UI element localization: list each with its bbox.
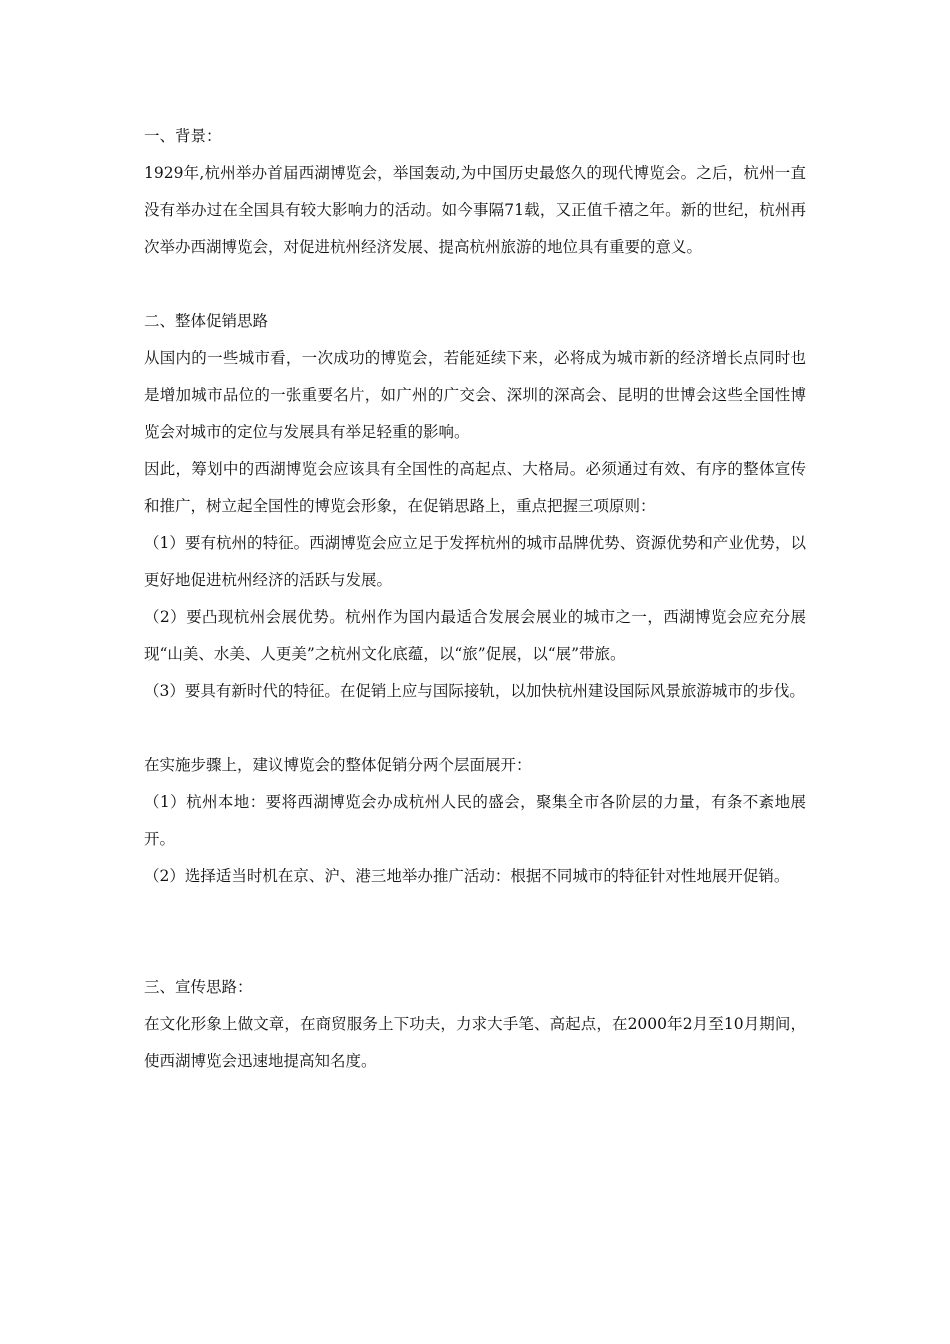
paragraph: 在实施步骤上，建议博览会的整体促销分两个层面展开： [144, 756, 532, 774]
section-background [144, 118, 806, 266]
list-item: （1）杭州本地：要将西湖博览会办成杭州人民的盛会，聚集全市各阶层的力量，有条不紊地展开。 [144, 793, 806, 848]
list-item: （3）要具有新时代的特征。在促销上应与国际接轨，以加快杭州建设国际风景旅游城市的步伐。 [144, 682, 805, 700]
paragraph: 从国内的一些城市看，一次成功的博览会，若能延续下来，必将成为城市新的经济增长点同时也是增加城市品位的一张重要名片，如广州的广交会、深圳的深高会、昆明的世博会这些全国性博览会对城市的定位与发展具有举足轻重的影响。 [144, 349, 806, 441]
section-publicity [144, 969, 806, 1080]
section-promotion [144, 303, 806, 895]
paragraph: 在文化形象上做文章，在商贸服务上下功夫，力求大手笔、高起点，在2000年2月至10月期间，使西湖博览会迅速地提高知名度。 [144, 1015, 806, 1070]
spacer [144, 710, 806, 747]
section-heading-promotion: 二、整体促销思路 [144, 312, 269, 330]
section-heading-background: 一、背景： [144, 127, 222, 145]
list-item: （1）要有杭州的特征。西湖博览会应立足于发挥杭州的城市品牌优势、资源优势和产业优势，以更好地促进杭州经济的活跃与发展。 [144, 534, 806, 589]
list-item: （2）要凸现杭州会展优势。杭州作为国内最适合发展会展业的城市之一，西湖博览会应充分展现“山美、水美、人更美”之杭州文化底蕴，以“旅”促展，以“展”带旅。 [144, 608, 806, 663]
paragraph: 1929年,杭州举办首届西湖博览会，举国轰动,为中国历史最悠久的现代博览会。之后，杭州一直没有举办过在全国具有较大影响力的活动。如今事隔71载，又正值千禧之年。新的世纪，杭州再次举办西湖博览会，对促进杭州经济发展、提高杭州旅游的地位具有重要的意义。 [144, 164, 806, 256]
paragraph: 因此，筹划中的西湖博览会应该具有全国性的高起点、大格局。必须通过有效、有序的整体宣传和推广，树立起全国性的博览会形象，在促销思路上，重点把握三项原则： [144, 460, 806, 515]
list-item: （2）选择适当时机在京、沪、港三地举办推广活动：根据不同城市的特征针对性地展开促销。 [144, 867, 790, 885]
document-page [144, 118, 806, 1080]
section-heading-publicity: 三、宣传思路： [144, 978, 253, 996]
spacer [144, 266, 806, 303]
spacer [144, 895, 806, 969]
